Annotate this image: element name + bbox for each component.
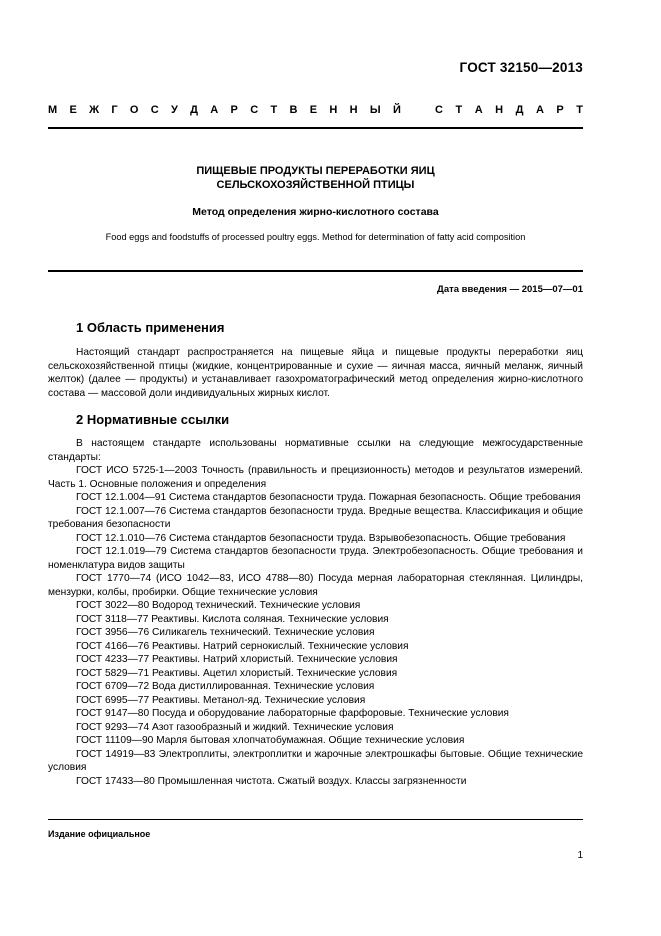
section-1-text: Настоящий стандарт распространяется на пищевые яйца и пищевые продукты переработки яиц сельскохозяйственной птицы (жидкие, концентрированные и сухие — яичная масса, яичный меланж, яичный желток) (далее — продукты) и устанавливает газохроматографический метод определения жирно-кислотного состава — массовой доли индивидуальных жирных кислот. xyxy=(48,347,583,399)
banner-word-interstate xyxy=(48,104,401,116)
reference-item: ГОСТ 6709—72 Вода дистиллированная. Технические условия xyxy=(76,681,375,692)
reference-item: ГОСТ 1770—74 (ИСО 1042—83, ИСО 4788—80) Посуда мерная лабораторная стеклянная. Цилиндры, мензурки, колбы, пробирки. Общие технические условия xyxy=(48,573,583,598)
reference-item: ГОСТ 9147—80 Посуда и оборудование лабораторные фарфоровые. Технические условия xyxy=(76,708,509,719)
reference-item: ГОСТ 4166—76 Реактивы. Натрий сернокислый. Технические условия xyxy=(76,640,409,652)
reference-item: ГОСТ 14919—83 Электроплиты, электроплитки и жарочные электрошкафы бытовые. Общие технические условия xyxy=(48,748,583,773)
reference-item: ГОСТ 17433—80 Промышленная чистота. Сжатый воздух. Классы загрязненности xyxy=(76,775,467,787)
banner-letter: С xyxy=(150,104,159,116)
references-intro: В настоящем стандарте использованы нормативные ссылки на следующие межгосударственные стандарты: xyxy=(48,438,583,463)
reference-item: ГОСТ 3022—80 Водород технический. Технические условия xyxy=(76,600,361,611)
title-divider xyxy=(48,270,583,272)
document-code: ГОСТ 32150—2013 xyxy=(459,60,583,75)
banner-letter: С xyxy=(435,104,443,116)
banner-letter: Р xyxy=(230,104,238,116)
banner-letter: Е xyxy=(69,104,77,116)
introduction-date: Дата введения — 2015—07—01 xyxy=(437,284,583,295)
banner-letter: Г xyxy=(111,104,118,116)
banner-letter: Т xyxy=(270,104,278,116)
reference-item: ГОСТ 12.1.004—91 Система стандартов безопасности труда. Пожарная безопасность. Общие требования xyxy=(76,492,581,503)
banner-letter: В xyxy=(289,104,298,116)
banner-letter: Д xyxy=(190,104,198,116)
banner-letter: А xyxy=(535,104,544,116)
reference-item: ГОСТ 4233—77 Реактивы. Натрий хлористый. Технические условия xyxy=(76,654,398,665)
normative-references xyxy=(48,437,583,788)
english-title: Food eggs and foodstuffs of processed poultry eggs. Method for determination of fatty acid composition xyxy=(105,232,526,242)
banner-letter: Р xyxy=(556,104,564,116)
banner-letter: Т xyxy=(455,104,463,116)
banner-letter: Н xyxy=(349,104,358,116)
title-line-2: СЕЛЬСКОХОЗЯЙСТВЕННОЙ ПТИЦЫ xyxy=(216,179,415,191)
reference-item: ГОСТ 12.1.007—76 Система стандартов безопасности труда. Вредные вещества. Классификация и общие требования безопасности xyxy=(48,505,583,530)
banner-letter: Н xyxy=(495,104,504,116)
footer-divider xyxy=(48,819,583,820)
reference-item: ГОСТ 3118—77 Реактивы. Кислота соляная. Технические условия xyxy=(76,613,389,625)
document-subtitle: Метод определения жирно-кислотного состава xyxy=(192,206,439,218)
banner-letter: А xyxy=(474,104,483,116)
top-divider xyxy=(48,127,583,129)
banner-letter: О xyxy=(129,104,139,116)
title-line-1: ПИЩЕВЫЕ ПРОДУКТЫ ПЕРЕРАБОТКИ ЯИЦ xyxy=(196,165,435,177)
reference-item: ГОСТ 12.1.010—76 Система стандартов безопасности труда. Взрывобезопасность. Общие требования xyxy=(76,532,566,544)
reference-item: ГОСТ 11109—90 Марля бытовая хлопчатобумажная. Общие технические условия xyxy=(76,735,465,746)
banner-letter: Е xyxy=(309,104,318,116)
section-2-heading: 2 Нормативные ссылки xyxy=(76,412,230,427)
banner-letter: А xyxy=(210,104,219,116)
banner-letter: М xyxy=(48,104,58,116)
banner-letter: Н xyxy=(329,104,338,116)
banner-letter: Ы xyxy=(369,104,381,116)
banner-letter: Т xyxy=(576,104,583,116)
document-title xyxy=(48,164,583,192)
page-number: 1 xyxy=(577,850,583,861)
interstate-standard-banner xyxy=(48,104,583,116)
section-1-heading: 1 Область применения xyxy=(76,320,225,335)
official-edition-label: Издание официальное xyxy=(48,829,151,839)
banner-letter: У xyxy=(171,104,178,116)
reference-item: ГОСТ 5829—71 Реактивы. Ацетил хлористый. Технические условия xyxy=(76,667,398,679)
banner-letter: С xyxy=(250,104,259,116)
reference-item: ГОСТ 12.1.019—79 Система стандартов безопасности труда. Электробезопасность. Общие требования и номенклатура видов защиты xyxy=(48,546,583,571)
banner-word-standard xyxy=(435,104,583,116)
banner-letter: Д xyxy=(515,104,524,116)
reference-item: ГОСТ 6995—77 Реактивы. Метанол-яд. Технические условия xyxy=(76,694,366,706)
reference-item: ГОСТ ИСО 5725-1—2003 Точность (правильность и прецизионность) методов и результатов измерений. Часть 1. Основные положения и определения xyxy=(48,465,583,490)
banner-letter: Ж xyxy=(89,104,100,116)
reference-item: ГОСТ 9293—74 Азот газообразный и жидкий. Технические условия xyxy=(76,721,394,733)
reference-item: ГОСТ 3956—76 Силикагель технический. Технические условия xyxy=(76,627,375,638)
banner-letter: Й xyxy=(392,104,401,116)
